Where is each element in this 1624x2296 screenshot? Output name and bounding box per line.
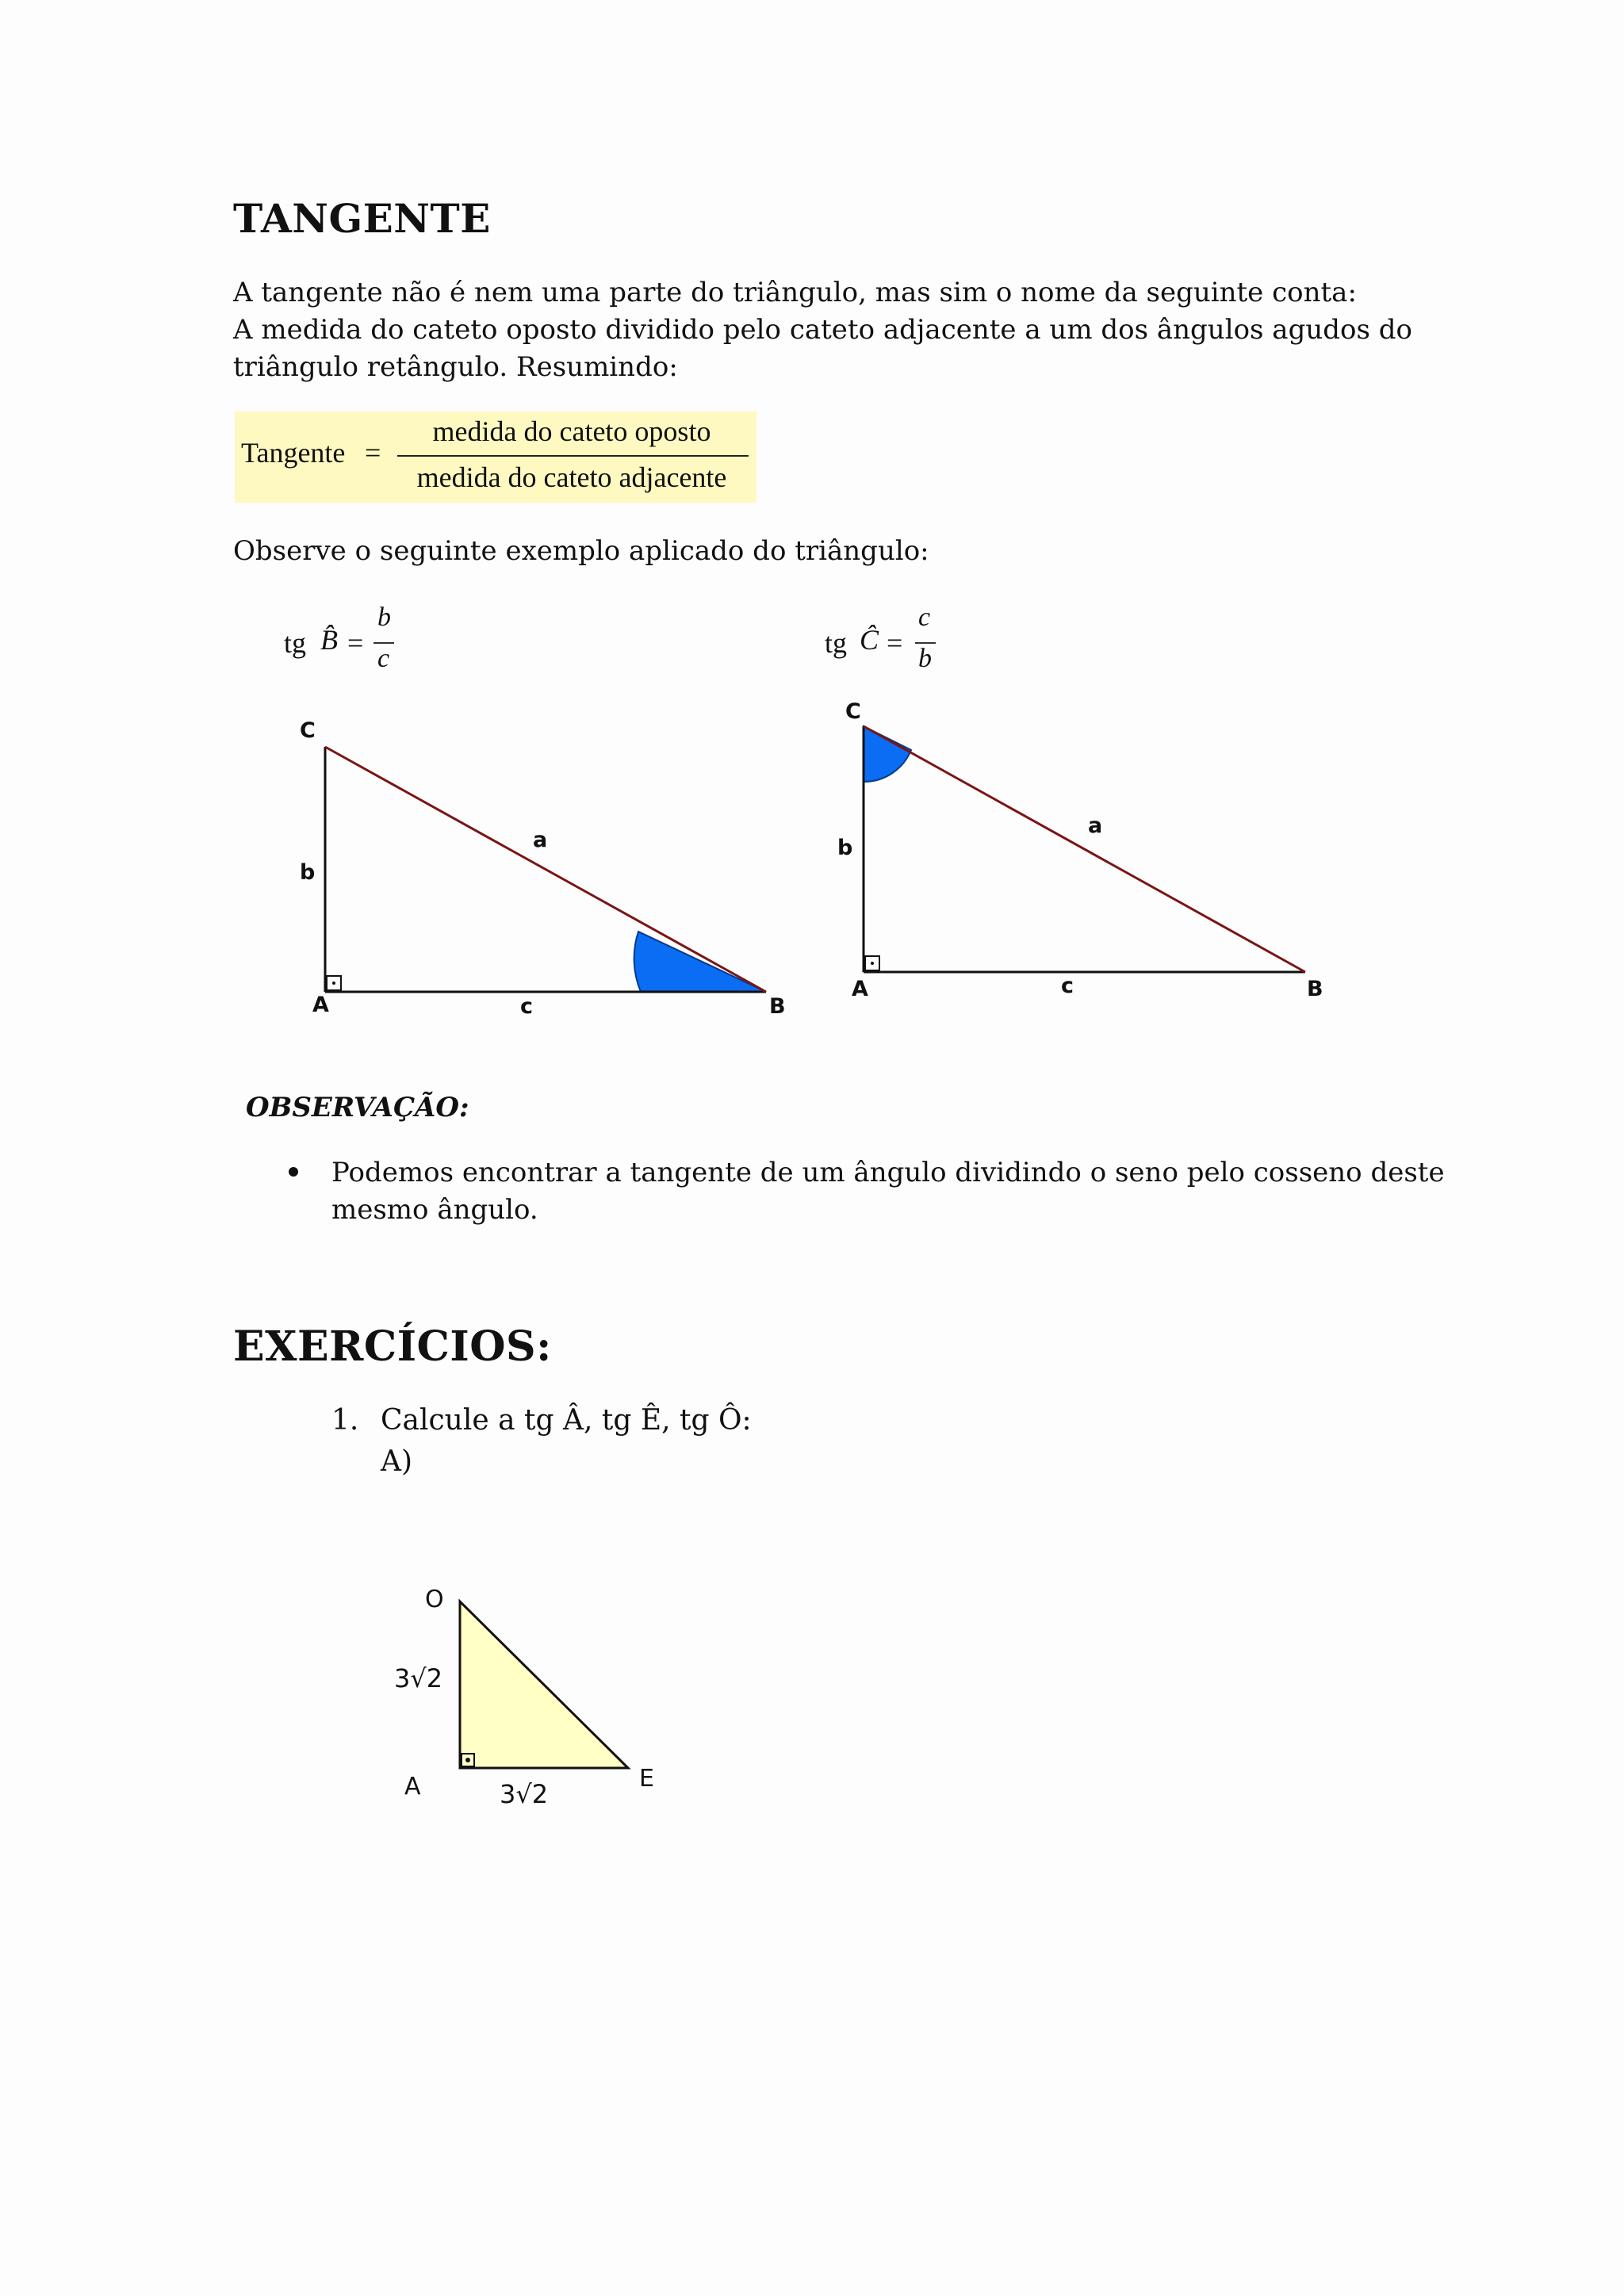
left-vertex-c: C <box>300 718 316 743</box>
right-side-b: b <box>837 836 853 860</box>
example-intro: Observe o seguinte exemplo aplicado do triângulo: <box>233 535 929 567</box>
exercise-side-horizontal: 3√2 <box>500 1779 549 1809</box>
formula-fraction-bar <box>397 455 749 457</box>
exercise-vertex-e: E <box>639 1765 654 1793</box>
exercise-triangle-figure <box>444 1586 650 1784</box>
tg-b-prefix: tg <box>284 627 307 659</box>
formula-equals: = <box>365 437 381 469</box>
tg-c-prefix: tg <box>825 627 848 659</box>
exercise-triangle-shape <box>460 1601 628 1768</box>
formula-numerator: medida do cateto oposto <box>432 415 711 447</box>
exercise-vertex-a: A <box>404 1773 421 1800</box>
hypotenuse-a-line <box>325 747 766 992</box>
tg-c-equals: = <box>887 627 903 659</box>
tg-b-angle: B̂ <box>320 624 338 656</box>
right-side-a: a <box>1088 813 1103 838</box>
formula-tg-b <box>284 603 411 690</box>
left-side-c: c <box>520 994 534 1019</box>
right-side-c: c <box>1061 974 1074 998</box>
left-vertex-a: A <box>312 993 329 1017</box>
exercise-item-text: Calcule a tg Â, tg Ê, tg Ô: <box>381 1404 752 1437</box>
tg-c-denominator: b <box>918 644 932 673</box>
angle-c-marker <box>864 726 911 782</box>
section-title-exercicios: EXERCÍCIOS: <box>233 1322 552 1371</box>
triangle-left-figure <box>285 706 809 1023</box>
tg-c-angle: Ĉ <box>860 624 879 656</box>
right-hypotenuse-a-line <box>864 726 1305 972</box>
right-vertex-b: B <box>1307 977 1323 1001</box>
left-vertex-b: B <box>769 994 786 1019</box>
formula-label: Tangente <box>241 437 346 469</box>
section-title-tangente: TANGENTE <box>233 195 491 242</box>
exercise-vertex-o: O <box>425 1586 444 1613</box>
left-side-a: a <box>533 828 548 852</box>
tg-b-numerator: b <box>377 603 391 632</box>
tg-b-denominator: c <box>377 644 390 673</box>
formula-denominator: medida do cateto adjacente <box>416 461 727 493</box>
observation-title: OBSERVAÇÃO: <box>246 1092 469 1123</box>
triangle-right-figure <box>841 706 1332 991</box>
bullet-dot <box>289 1167 298 1177</box>
right-vertex-c: C <box>845 699 861 724</box>
observation-bullet-line-2: mesmo ângulo. <box>331 1194 538 1226</box>
left-side-b: b <box>300 860 316 885</box>
paragraph-line-2: A medida do cateto oposto dividido pelo cateto adjacente a um dos ângulos agudos do <box>233 314 1412 346</box>
exercise-side-vertical: 3√2 <box>394 1663 443 1693</box>
right-vertex-a: A <box>852 977 868 1001</box>
paragraph-line-3: triângulo retângulo. Resumindo: <box>233 351 678 383</box>
exercise-item-number: 1. <box>331 1404 359 1437</box>
formula-tg-c <box>825 603 952 690</box>
observation-bullet-line-1: Podemos encontrar a tangente de um ângulo dividindo o seno pelo cosseno deste <box>331 1157 1445 1188</box>
tg-c-numerator: c <box>918 603 931 632</box>
exercise-sub-item: A) <box>381 1445 413 1478</box>
paragraph-line-1: A tangente não é nem uma parte do triângulo, mas sim o nome da seguinte conta: <box>233 277 1357 308</box>
tg-b-equals: = <box>347 627 364 659</box>
tangent-formula-box <box>235 411 756 503</box>
angle-b-marker <box>634 932 766 992</box>
